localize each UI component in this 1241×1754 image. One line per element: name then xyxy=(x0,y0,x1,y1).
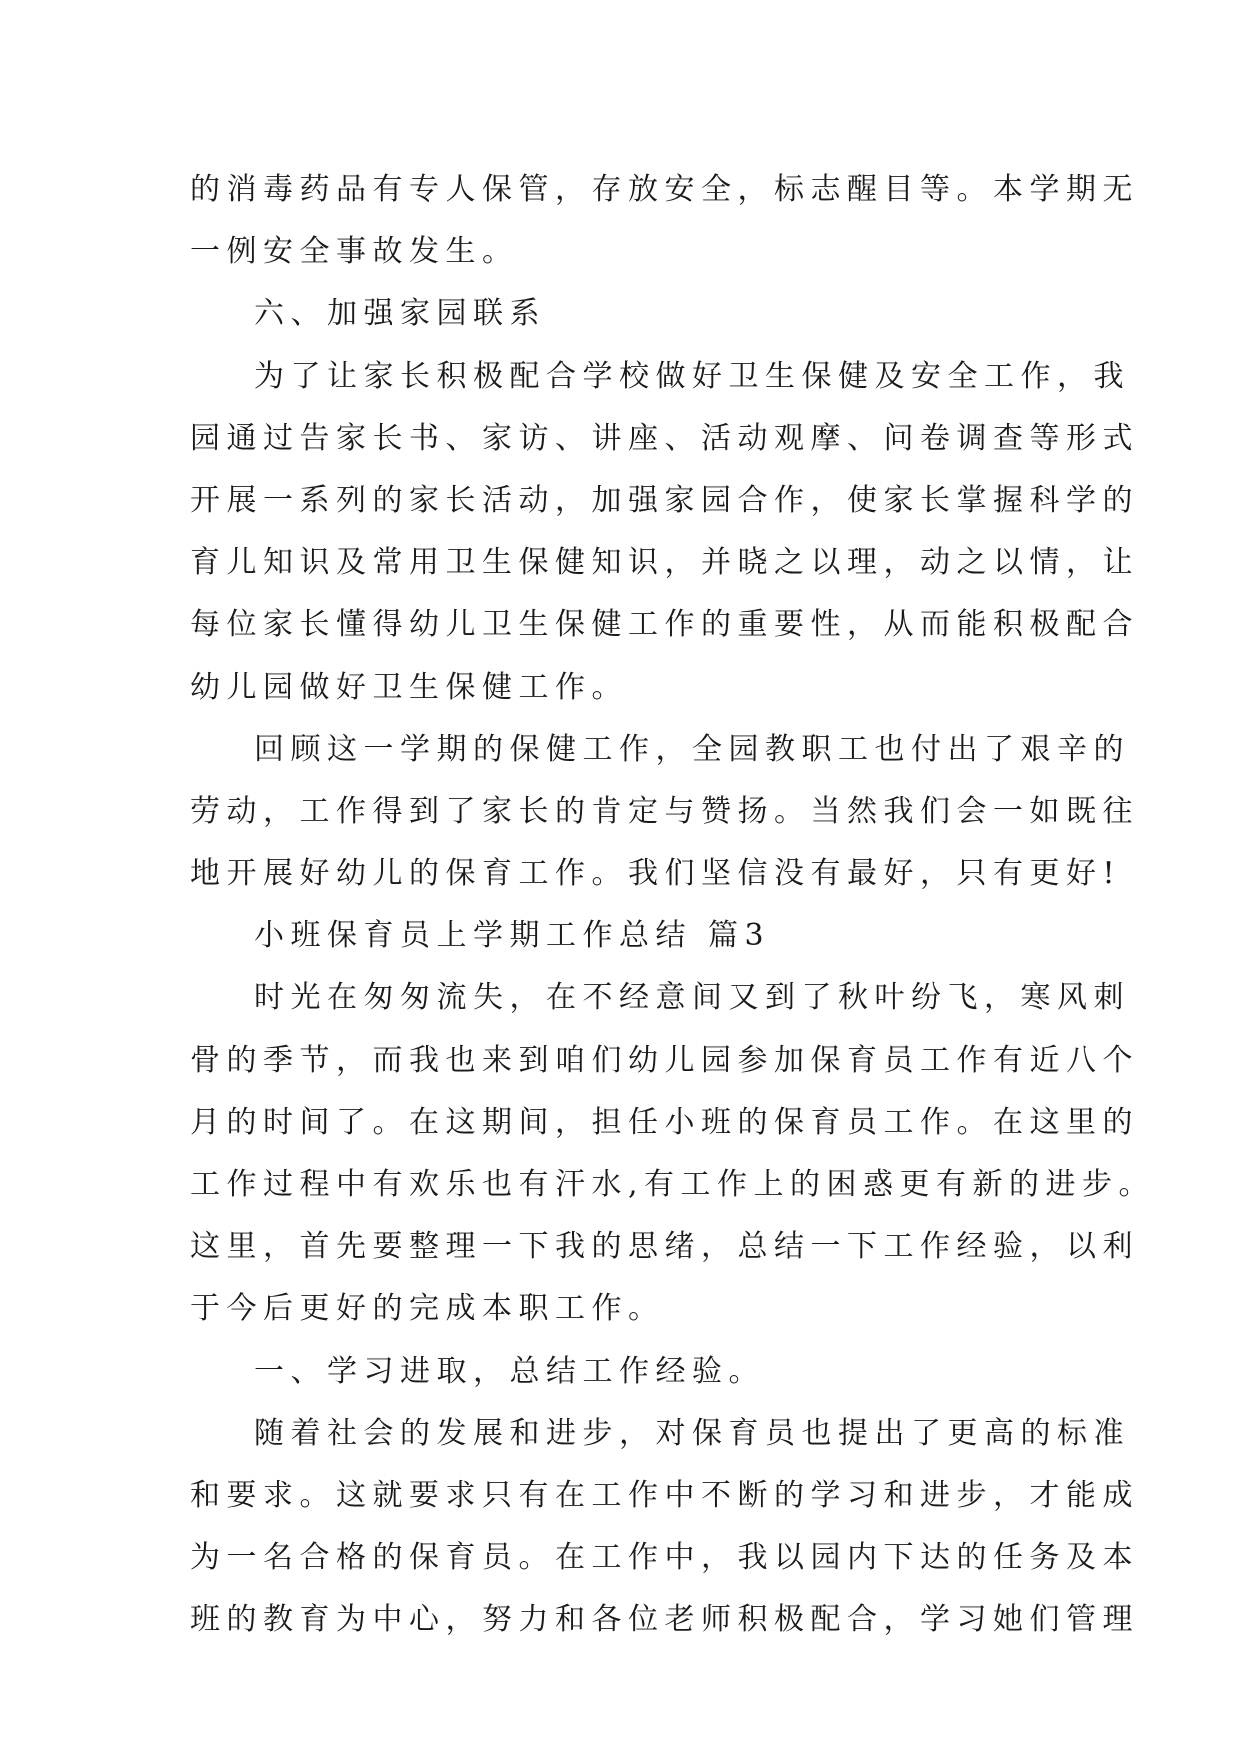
text-line: 地开展好幼儿的保育工作。我们坚信没有最好，只有更好! xyxy=(190,856,1122,892)
text-line: 班的教育为中心，努力和各位老师积极配合，学习她们管理 xyxy=(190,1602,1139,1638)
text-line: 回顾这一学期的保健工作，全园教职工也付出了艰辛的 xyxy=(254,731,1130,767)
text-line: 工作过程中有欢乐也有汗水,有工作上的困惑更有新的进步。 xyxy=(190,1167,1156,1202)
text-line: 幼儿园做好卫生保健工作。 xyxy=(190,669,628,705)
text-line: 育儿知识及常用卫生保健知识，并晓之以理，动之以情，让 xyxy=(190,545,1139,581)
text-line: 为一名合格的保育员。在工作中，我以园内下达的任务及本 xyxy=(190,1540,1139,1576)
text-line: 的消毒药品有专人保管，存放安全，标志醒目等。本学期无 xyxy=(190,172,1139,207)
article-title: 小班保育员上学期工作总结 篇3 xyxy=(254,918,771,954)
text-line: 月的时间了。在这期间，担任小班的保育员工作。在这里的 xyxy=(190,1104,1139,1140)
section-heading: 一、学习进取，总结工作经验。 xyxy=(254,1353,765,1389)
text-line: 骨的季节，而我也来到咱们幼儿园参加保育员工作有近八个 xyxy=(190,1042,1139,1078)
text-line: 一例安全事故发生。 xyxy=(190,234,519,270)
text-line: 园通过告家长书、家访、讲座、活动观摩、问卷调查等形式 xyxy=(190,420,1139,456)
text-line: 于今后更好的完成本职工作。 xyxy=(190,1291,665,1327)
text-line: 劳动，工作得到了家长的肯定与赞扬。当然我们会一如既往 xyxy=(190,793,1139,829)
text-line: 这里，首先要整理一下我的思绪，总结一下工作经验，以利 xyxy=(190,1229,1139,1265)
text-line: 和要求。这就要求只有在工作中不断的学习和进步，才能成 xyxy=(190,1477,1139,1513)
text-line: 随着社会的发展和进步，对保育员也提出了更高的标准 xyxy=(254,1415,1130,1451)
text-line: 每位家长懂得幼儿卫生保健工作的重要性，从而能积极配合 xyxy=(190,607,1139,643)
text-line: 为了让家长积极配合学校做好卫生保健及安全工作，我 xyxy=(254,358,1130,394)
section-heading: 六、加强家园联系 xyxy=(254,296,546,332)
text-line: 时光在匆匆流失，在不经意间又到了秋叶纷飞，寒风刺 xyxy=(254,980,1130,1016)
text-line: 开展一系列的家长活动，加强家园合作，使家长掌握科学的 xyxy=(190,482,1139,518)
document-page xyxy=(190,159,1156,1652)
